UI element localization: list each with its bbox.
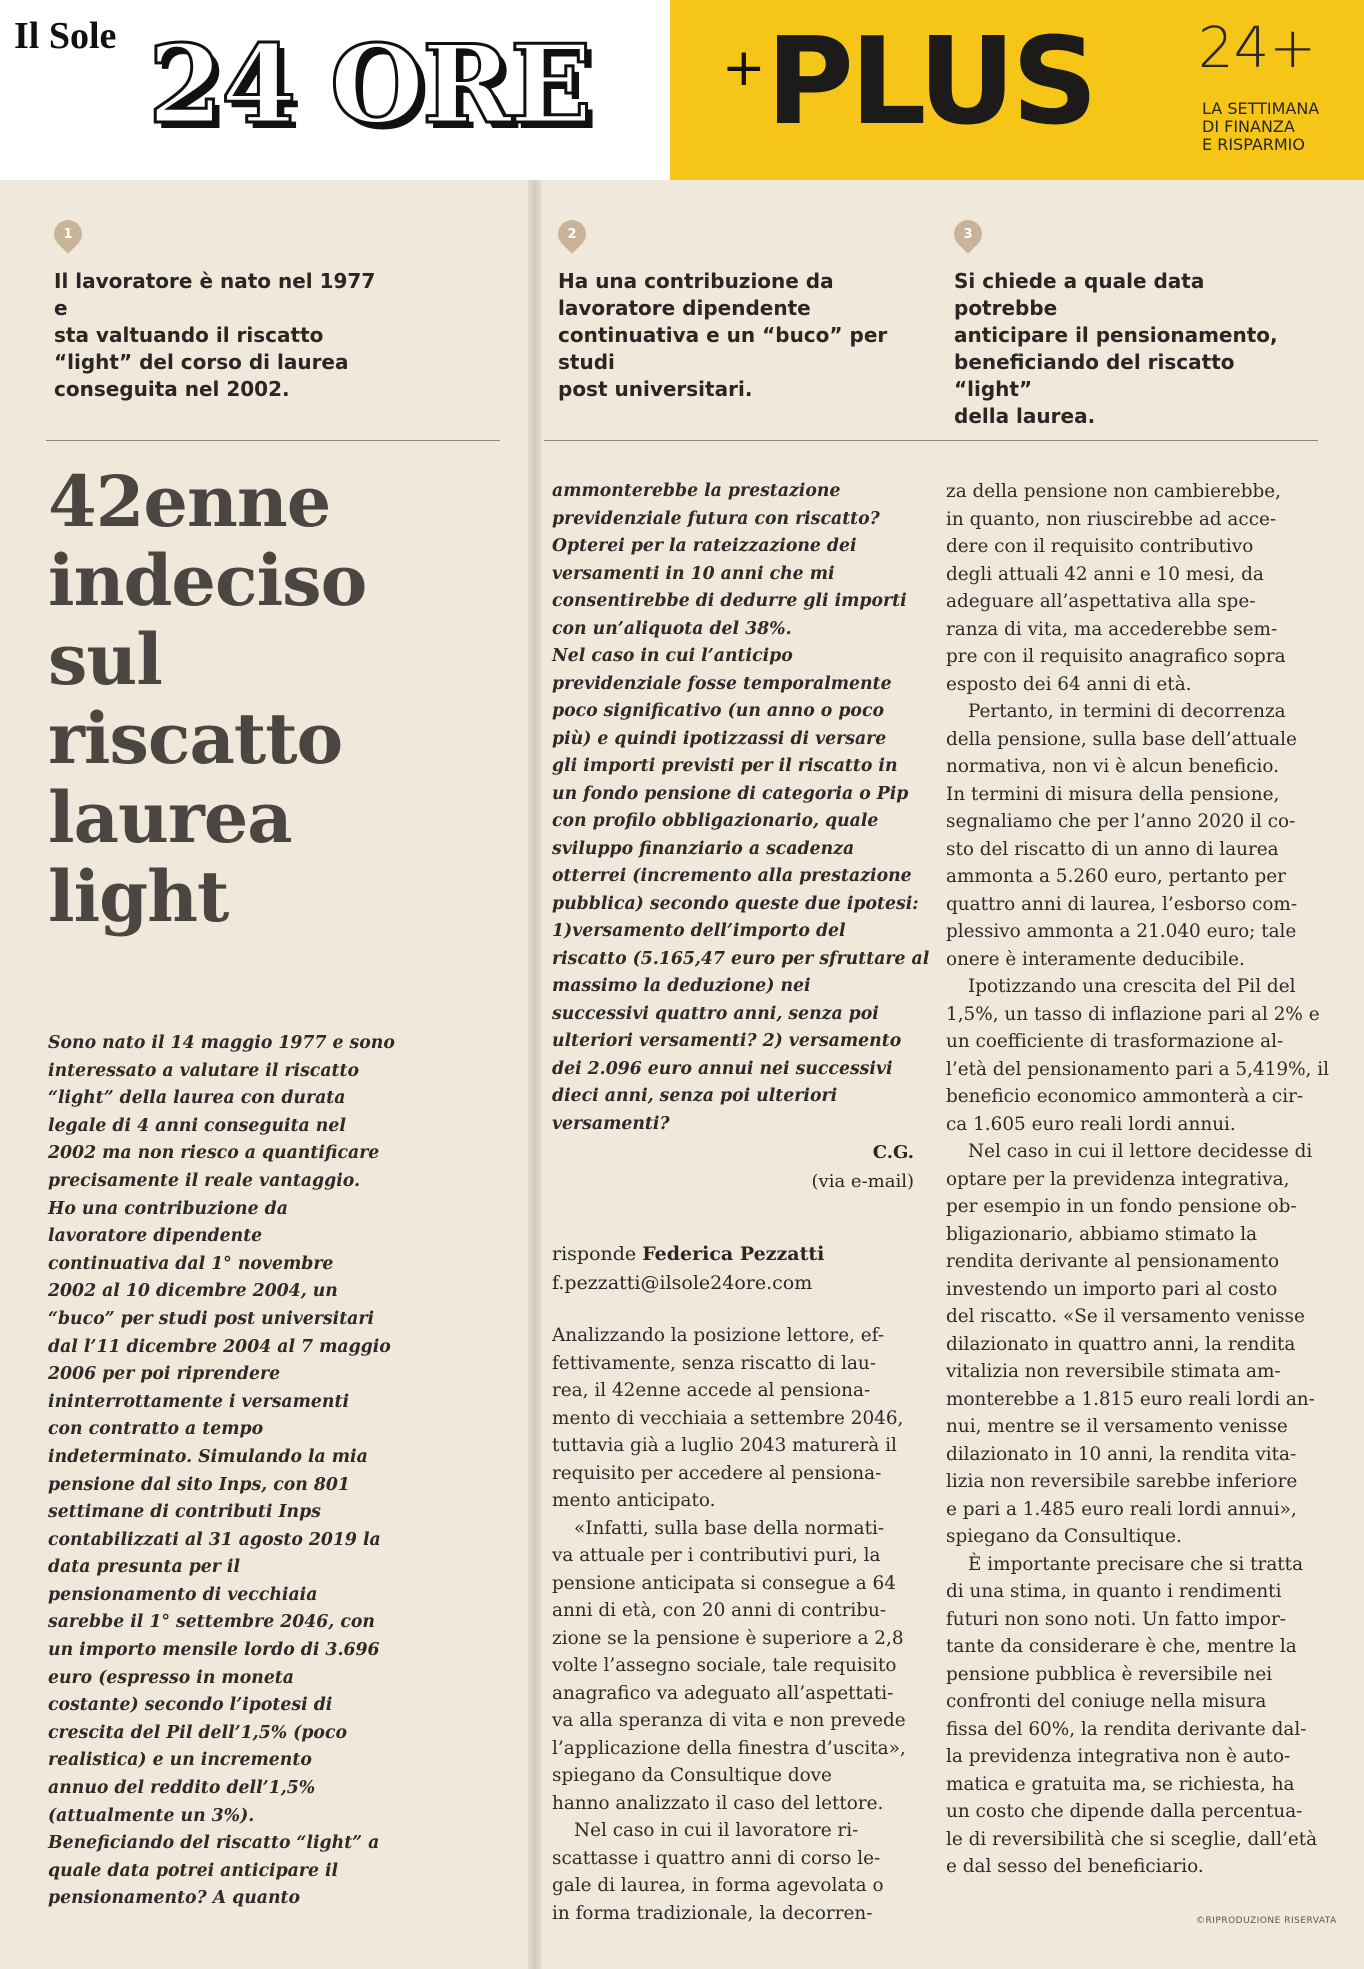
answer-line: dilazionato in 10 anni, la rendita vita- — [946, 1443, 1297, 1465]
question-line: Opterei per la rateizzazione dei — [552, 536, 857, 556]
step-line: conseguita nel 2002. — [54, 377, 290, 401]
answer-line: pensione pubblica è reversibile nei — [946, 1663, 1273, 1685]
reply-email: f.pezzatti@ilsole24ore.com — [552, 1272, 813, 1294]
answer-line: un costo che dipende dalla percentua- — [946, 1801, 1303, 1822]
answer-line: del riscatto. «Se il versamento venisse — [946, 1306, 1305, 1327]
question-line: continuativa dal 1° novembre — [48, 1253, 334, 1274]
headline-line: sul — [48, 618, 162, 701]
step-line: post universitari. — [558, 377, 753, 401]
question-line: Beneficiando del riscatto “light” a — [48, 1833, 380, 1854]
answer-line: monterebbe a 1.815 euro reali lordi an- — [946, 1388, 1315, 1410]
headline-line: indeciso — [48, 539, 367, 622]
question-line: successivi quattro anni, senza poi — [552, 1003, 879, 1024]
answer-line: in forma tradizionale, la decorren- — [552, 1902, 873, 1924]
question-line: gli importi previsti per il riscatto in — [552, 756, 898, 776]
question-line: versamenti in 10 anni che mi — [552, 563, 835, 584]
tagline-line: LA SETTIMANA — [1202, 99, 1320, 118]
question-line: con contratto a tempo — [48, 1419, 264, 1440]
question-line: crescita del Pil dell’1,5% (poco — [48, 1722, 347, 1743]
answer-col3 — [946, 478, 1330, 1881]
tagline-line: DI FINANZA — [1202, 117, 1295, 136]
question-line: (attualmente un 3%). — [48, 1805, 255, 1826]
question-line: versamenti? — [552, 1113, 670, 1134]
step-line: Si chiede a quale data potrebbe — [954, 269, 1205, 320]
answer-line: confronti del coniuge nella misura — [946, 1691, 1267, 1712]
question-line: Sono nato il 14 maggio 1977 e sono — [48, 1033, 395, 1053]
question-line: 2006 per poi riprendere — [48, 1364, 281, 1385]
answer-line: investendo un importo pari al costo — [946, 1278, 1278, 1300]
masthead-tagline — [1202, 100, 1352, 154]
answer-line: scattasse i quattro anni di corso le- — [552, 1847, 881, 1869]
question-line: un fondo pensione di categoria o Pip — [552, 783, 909, 804]
answer-line: ranza di vita, ma accederebbe sem- — [946, 618, 1278, 640]
answer-line: e dal sesso del beneficiario. — [946, 1856, 1204, 1877]
answer-line: vitalizia non reversibile stimata am- — [946, 1361, 1281, 1382]
answer-line: Nel caso in cui il lavoratore ri- — [574, 1820, 859, 1841]
answer-line: tuttavia già a luglio 2043 maturerà il — [552, 1435, 897, 1456]
location-pin-icon — [948, 214, 988, 254]
step-line: continuativa e un “buco” per studi — [558, 323, 888, 374]
question-line: 2002 ma non riesco a quantificare — [48, 1143, 380, 1164]
answer-line: Analizzando la posizione lettore, ef- — [552, 1325, 885, 1346]
question-line: dei 2.096 euro annui nei successivi — [552, 1058, 893, 1079]
answer-line: rendita derivante al pensionamento — [946, 1251, 1280, 1272]
question-line: otterrei (incremento alla prestazione — [552, 866, 912, 886]
question-line: ulteriori versamenti? 2) versamento — [552, 1031, 902, 1051]
headline-line: 42enne — [48, 460, 331, 543]
answer-line: optare per la previdenza integrativa, — [946, 1168, 1290, 1190]
answer-line: fissa del 60%, la rendita derivante dal- — [946, 1718, 1307, 1740]
page-fold-shadow — [528, 180, 542, 1969]
question-line: realistica) e un incremento — [48, 1750, 312, 1771]
answer-line: volte l’assegno sociale, tale requisito — [552, 1655, 897, 1676]
question-line: “buco” per studi post universitari — [48, 1308, 375, 1329]
column-2 — [552, 478, 930, 1927]
reply-byline — [552, 1240, 914, 1298]
answer-line: onere è interamente deducibile. — [946, 948, 1245, 970]
divider-line — [544, 440, 1318, 441]
step-line: Ha una contribuzione da — [558, 269, 834, 293]
answer-line: in quanto, non riuscirebbe ad acce- — [946, 508, 1277, 530]
summary-step-2 — [558, 220, 918, 403]
question-line: quale data potrei anticipare il — [48, 1860, 339, 1881]
step-line: sta valtuando il riscatto — [54, 323, 324, 347]
answer-line: e pari a 1.485 euro reali lordi annui», — [946, 1498, 1297, 1520]
copyright-notice: ©RIPRODUZIONE RISERVATA — [1196, 1916, 1337, 1926]
answer-line: mento anticipato. — [552, 1490, 716, 1511]
step-line: lavoratore dipendente — [558, 296, 811, 320]
step-text — [954, 268, 1314, 430]
question-line: data presunta per il — [48, 1557, 241, 1578]
answer-line: quattro anni di laurea, l’esborso com- — [946, 893, 1298, 915]
summary-step-3 — [954, 220, 1314, 430]
question-line: dieci anni, senza poi ulteriori — [552, 1086, 838, 1106]
question-line: dal l’11 dicembre 2004 al 7 maggio — [48, 1336, 391, 1357]
answer-line: di una stima, in quanto i rendimenti — [946, 1581, 1282, 1602]
step-line: beneficiando del riscatto “light” — [954, 350, 1235, 401]
question-line: 2002 al 10 dicembre 2004, un — [48, 1281, 338, 1302]
headline-line: light — [48, 855, 229, 938]
answer-col2 — [552, 1322, 914, 1927]
step-number: 3 — [963, 226, 973, 242]
answer-line: sto del riscatto di un anno di laurea — [946, 838, 1279, 860]
answer-line: Ipotizzando una crescita del Pil del — [968, 976, 1296, 997]
reader-question-col2 — [552, 478, 930, 1138]
answer-line: ca 1.605 euro reali lordi annui. — [946, 1113, 1236, 1135]
answer-line: rea, il 42enne accede al pensiona- — [552, 1380, 871, 1401]
answer-line: anagrafico va adeguato all’aspettati- — [552, 1682, 894, 1704]
brand-small-text: Il Sole — [14, 15, 117, 57]
question-line: previdenziale futura con riscatto? — [552, 508, 880, 529]
question-line: ininterrottamente i versamenti — [48, 1391, 350, 1412]
question-line: interessato a valutare il riscatto — [48, 1060, 360, 1081]
step-line: anticipare il pensionamento, — [954, 323, 1278, 347]
answer-line: per esempio in un fondo pensione ob- — [946, 1196, 1297, 1217]
answer-line: matica e gratuita ma, se richiesta, ha — [946, 1773, 1295, 1795]
answer-line: lizia non reversibile sarebbe inferiore — [946, 1471, 1298, 1492]
question-line: previdenziale fosse temporalmente — [552, 673, 892, 694]
brand-big-text: 24 ORE — [148, 22, 591, 148]
answer-line: l’applicazione della finestra d’uscita», — [552, 1737, 906, 1759]
answer-line: anni di età, con 20 anni di contribu- — [552, 1600, 887, 1621]
question-line: riscatto (5.165,47 euro per sfruttare al — [552, 948, 930, 969]
answer-line: segnaliamo che per l’anno 2020 il co- — [946, 811, 1296, 832]
question-line: Nel caso in cui l’anticipo — [552, 646, 793, 666]
plus-24-logo — [670, 0, 1364, 180]
signature-via: (via e-mail) — [811, 1171, 914, 1192]
sole-24-ore-logo — [0, 0, 670, 180]
answer-line: pensione anticipata si consegue a 64 — [552, 1572, 896, 1594]
answer-line: le di reversibilità che si sceglie, dall’età — [946, 1828, 1318, 1850]
answer-line: esposto dei 64 anni di età. — [946, 673, 1192, 695]
question-line: consentirebbe di dedurre gli importi — [552, 591, 907, 611]
answer-line: mento di vecchiaia a settembre 2046, — [552, 1407, 904, 1429]
answer-line: Nel caso in cui il lettore decidesse di — [968, 1141, 1313, 1162]
answer-line: beneficio economico ammonterà a cir- — [946, 1086, 1304, 1107]
column-3 — [946, 478, 1330, 1881]
step-line: “light” del corso di laurea — [54, 350, 349, 374]
answer-line: Pertanto, in termini di decorrenza — [968, 701, 1286, 722]
plus-24-number: 24+ — [1198, 16, 1317, 81]
question-line: “light” della laurea con durata — [48, 1088, 346, 1109]
answer-line: zione se la pensione è superiore a 2,8 — [552, 1627, 904, 1649]
question-line: settimane di contributi Inps — [48, 1502, 321, 1523]
question-line: annuo del reddito dell’1,5% — [48, 1778, 316, 1799]
answer-line: un coefficiente di trasformazione al- — [946, 1031, 1284, 1052]
question-line: più) e quindi ipotizzassi di versare — [552, 728, 887, 749]
question-line: indeterminato. Simulando la mia — [48, 1446, 368, 1467]
tagline-line: E RISPARMIO — [1202, 135, 1305, 154]
answer-line: È importante precisare che si tratta — [968, 1553, 1304, 1575]
answer-line: plessivo ammonta a 21.040 euro; tale — [946, 921, 1297, 942]
masthead — [0, 0, 1364, 180]
answer-line: «Infatti, sulla base della normati- — [574, 1517, 885, 1539]
question-line: precisamente il reale vantaggio. — [48, 1170, 361, 1191]
step-line: della laurea. — [954, 404, 1096, 428]
headline-line: laurea — [48, 776, 292, 859]
answer-line: za della pensione non cambierebbe, — [946, 481, 1281, 502]
signature — [552, 1138, 914, 1196]
question-line: costante) secondo l’ipotesi di — [48, 1695, 333, 1716]
question-line: sarebbe il 1° settembre 2046, con — [48, 1612, 375, 1633]
question-line: sviluppo finanziario a scadenza — [552, 838, 855, 859]
signature-initials: C.G. — [872, 1142, 914, 1163]
answer-line: bligazionario, abbiamo stimato la — [946, 1223, 1258, 1245]
answer-line: ammonta a 5.260 euro, pertanto per — [946, 866, 1286, 887]
question-line: pubblica) secondo queste due ipotesi: — [552, 893, 919, 914]
question-line: con profilo obbligazionario, quale — [552, 811, 879, 831]
answer-line: gale di laurea, in forma agevolata o — [552, 1875, 884, 1896]
question-line: legale di 4 anni conseguita nel — [48, 1115, 346, 1136]
divider-line — [46, 440, 500, 441]
step-text — [54, 268, 384, 403]
question-line: contabilizzati al 31 agosto 2019 la — [48, 1529, 381, 1550]
answer-line: nui, mentre se il versamento venisse — [946, 1416, 1288, 1437]
answer-line: tante da considerare è che, mentre la — [946, 1636, 1297, 1657]
question-line: con un’aliquota del 38%. — [552, 618, 792, 639]
question-line: pensione dal sito Inps, con 801 — [48, 1474, 350, 1495]
location-pin-icon — [552, 214, 592, 254]
headline-line: riscatto — [48, 697, 343, 780]
answer-line: la previdenza integrativa non è auto- — [946, 1746, 1291, 1767]
question-line: euro (espresso in moneta — [48, 1667, 294, 1688]
step-number: 2 — [567, 226, 577, 242]
answer-line: spiegano da Consultique dove — [552, 1765, 832, 1786]
reply-author: Federica Pezzatti — [642, 1243, 825, 1265]
answer-line: l’età del pensionamento pari a 5,419%, il — [946, 1058, 1330, 1080]
answer-line: In termini di misura della pensione, — [946, 783, 1280, 805]
answer-line: pre con il requisito anagrafico sopra — [946, 646, 1286, 667]
answer-line: fettivamente, senza riscatto di lau- — [552, 1352, 876, 1374]
answer-line: requisito per accedere al pensiona- — [552, 1462, 882, 1484]
answer-line: dere con il requisito contributivo — [946, 536, 1254, 557]
step-line: Il lavoratore è nato nel 1977 e — [54, 269, 376, 320]
answer-line: futuri non sono noti. Un fatto impor- — [946, 1608, 1286, 1630]
step-text — [558, 268, 918, 403]
question-line: ammonterebbe la prestazione — [552, 481, 841, 501]
answer-line: dilazionato in quattro anni, la rendita — [946, 1333, 1296, 1355]
answer-line: normativa, non vi è alcun beneficio. — [946, 756, 1279, 777]
answer-line: va alla speranza di vita e non prevede — [552, 1710, 906, 1731]
location-pin-icon — [48, 214, 88, 254]
question-line: poco significativo (un anno o poco — [552, 701, 884, 721]
answer-line: spiegano da Consultique. — [946, 1526, 1182, 1547]
answer-line: della pensione, sulla base dell’attuale — [946, 728, 1297, 750]
plus-sign-icon: + — [722, 38, 766, 98]
question-line: un importo mensile lordo di 3.696 — [48, 1640, 380, 1661]
step-number: 1 — [63, 226, 73, 242]
question-line: pensionamento di vecchiaia — [48, 1584, 318, 1605]
question-line: massimo la deduzione) nei — [552, 976, 811, 996]
reply-prefix: risponde — [552, 1243, 643, 1265]
reader-question-col1 — [48, 1030, 395, 1913]
question-line: pensionamento? A quanto — [48, 1888, 301, 1909]
answer-line: va attuale per i contributivi puri, la — [552, 1545, 881, 1566]
article-headline — [48, 462, 388, 936]
question-line: 1)versamento dell’importo del — [552, 921, 846, 941]
answer-line: degli attuali 42 anni e 10 mesi, da — [946, 563, 1264, 585]
question-line: Ho una contribuzione da — [48, 1198, 288, 1219]
question-line: lavoratore dipendente — [48, 1226, 263, 1247]
plus-wordmark: PLUS — [766, 13, 1095, 152]
answer-line: 1,5%, un tasso di inflazione pari al 2% e — [946, 1003, 1320, 1025]
answer-line: hanno analizzato il caso del lettore. — [552, 1792, 884, 1814]
summary-step-1 — [54, 220, 384, 403]
answer-line: adeguare all’aspettativa alla spe- — [946, 591, 1256, 612]
